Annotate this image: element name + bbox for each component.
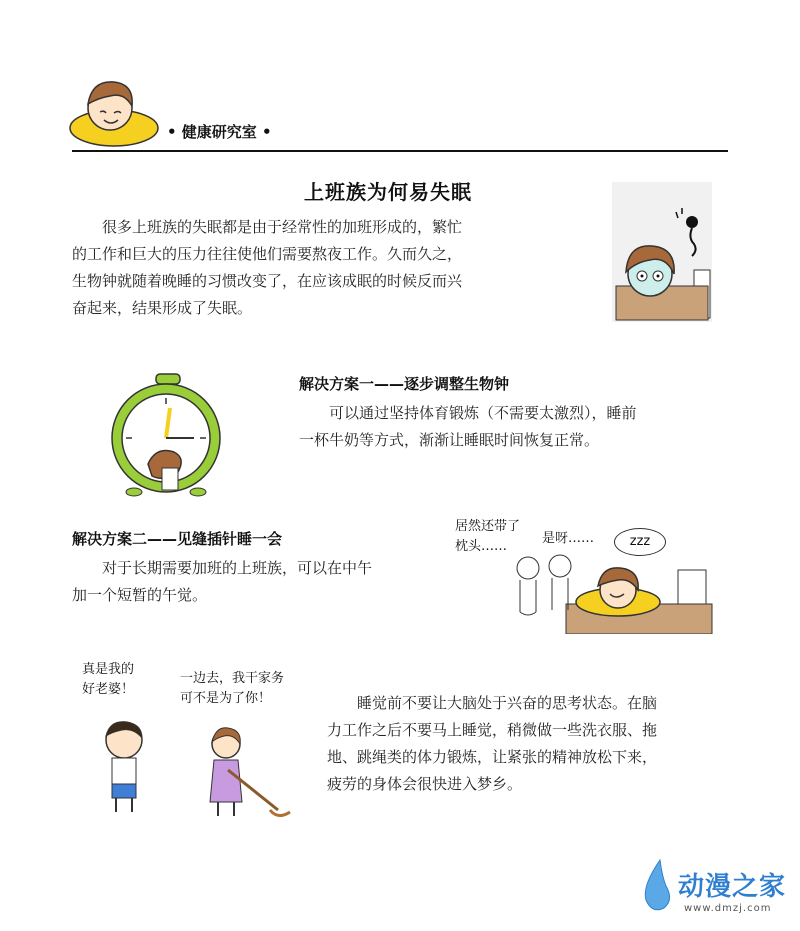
bubble-line: 居然还带了 bbox=[455, 519, 521, 534]
advice-line: 地、跳绳类的体力锻炼，让紧张的精神放松下来， bbox=[327, 748, 658, 766]
solution2-line: 加一个短暂的午觉。 bbox=[72, 586, 208, 604]
husband-illustration bbox=[96, 718, 152, 816]
clock-illustration bbox=[104, 372, 224, 498]
solution2-body bbox=[72, 555, 452, 609]
advice-line: 睡觉前不要让大脑处于兴奋的思考状态。在脑 bbox=[357, 694, 658, 712]
solution1-heading: 解决方案一——逐步调整生物钟 bbox=[299, 375, 510, 393]
insomnia-girl-illustration bbox=[612, 182, 712, 322]
advice-line: 力工作之后不要马上睡觉，稍微做一些洗衣服、拖 bbox=[327, 721, 658, 739]
solution2-line: 对于长期需要加班的上班族，可以在中午 bbox=[102, 559, 373, 577]
husband-line: 好老婆！ bbox=[82, 682, 135, 697]
advice-line: 疲劳的身体会很快进入梦乡。 bbox=[327, 775, 523, 793]
solution1-line: 可以通过坚持体育锻炼（不需要太激烈），睡前 bbox=[329, 404, 637, 422]
intro-paragraph bbox=[72, 214, 572, 322]
speech-bubble-yes: 是呀…… bbox=[542, 531, 595, 546]
husband-speech bbox=[82, 660, 134, 700]
wife-line: 一边去，我干家务 bbox=[180, 671, 285, 686]
speech-bubble-pillow bbox=[455, 517, 520, 557]
watermark-drop-icon bbox=[640, 858, 674, 914]
watermark-url: www.dmzj.com bbox=[684, 903, 772, 914]
husband-line: 真是我的 bbox=[82, 662, 135, 677]
intro-line: 很多上班族的失眠都是由于经常性的加班形成的，繁忙 bbox=[102, 218, 463, 236]
wife-line: 可不是为了你！ bbox=[180, 691, 272, 706]
intro-line: 的工作和巨大的压力往往使他们需要熬夜工作。久而久之， bbox=[72, 245, 463, 263]
watermark-brand: 动漫之家 bbox=[678, 872, 787, 902]
bubble-line: 枕头…… bbox=[455, 539, 508, 554]
section-header-label: • 健康研究室 • bbox=[167, 123, 272, 141]
header-divider bbox=[72, 150, 728, 152]
article-title: 上班族为何易失眠 bbox=[304, 180, 472, 204]
advice-paragraph bbox=[327, 690, 747, 798]
nap-comic-illustration bbox=[506, 540, 714, 634]
wife-mopping-illustration bbox=[198, 726, 292, 820]
intro-line: 生物钟就随着晚睡的习惯改变了，在应该成眠的时候反而兴 bbox=[72, 272, 463, 290]
speech-bubble-zzz: zzz bbox=[614, 528, 666, 556]
solution1-line: 一杯牛奶等方式，渐渐让睡眠时间恢复正常。 bbox=[299, 431, 600, 449]
solution2-heading: 解决方案二——见缝插针睡一会 bbox=[72, 530, 283, 548]
wife-speech bbox=[180, 669, 284, 709]
solution1-body bbox=[299, 400, 699, 454]
intro-line: 奋起来，结果形成了失眠。 bbox=[72, 299, 253, 317]
header-mascot-illustration bbox=[66, 70, 166, 150]
